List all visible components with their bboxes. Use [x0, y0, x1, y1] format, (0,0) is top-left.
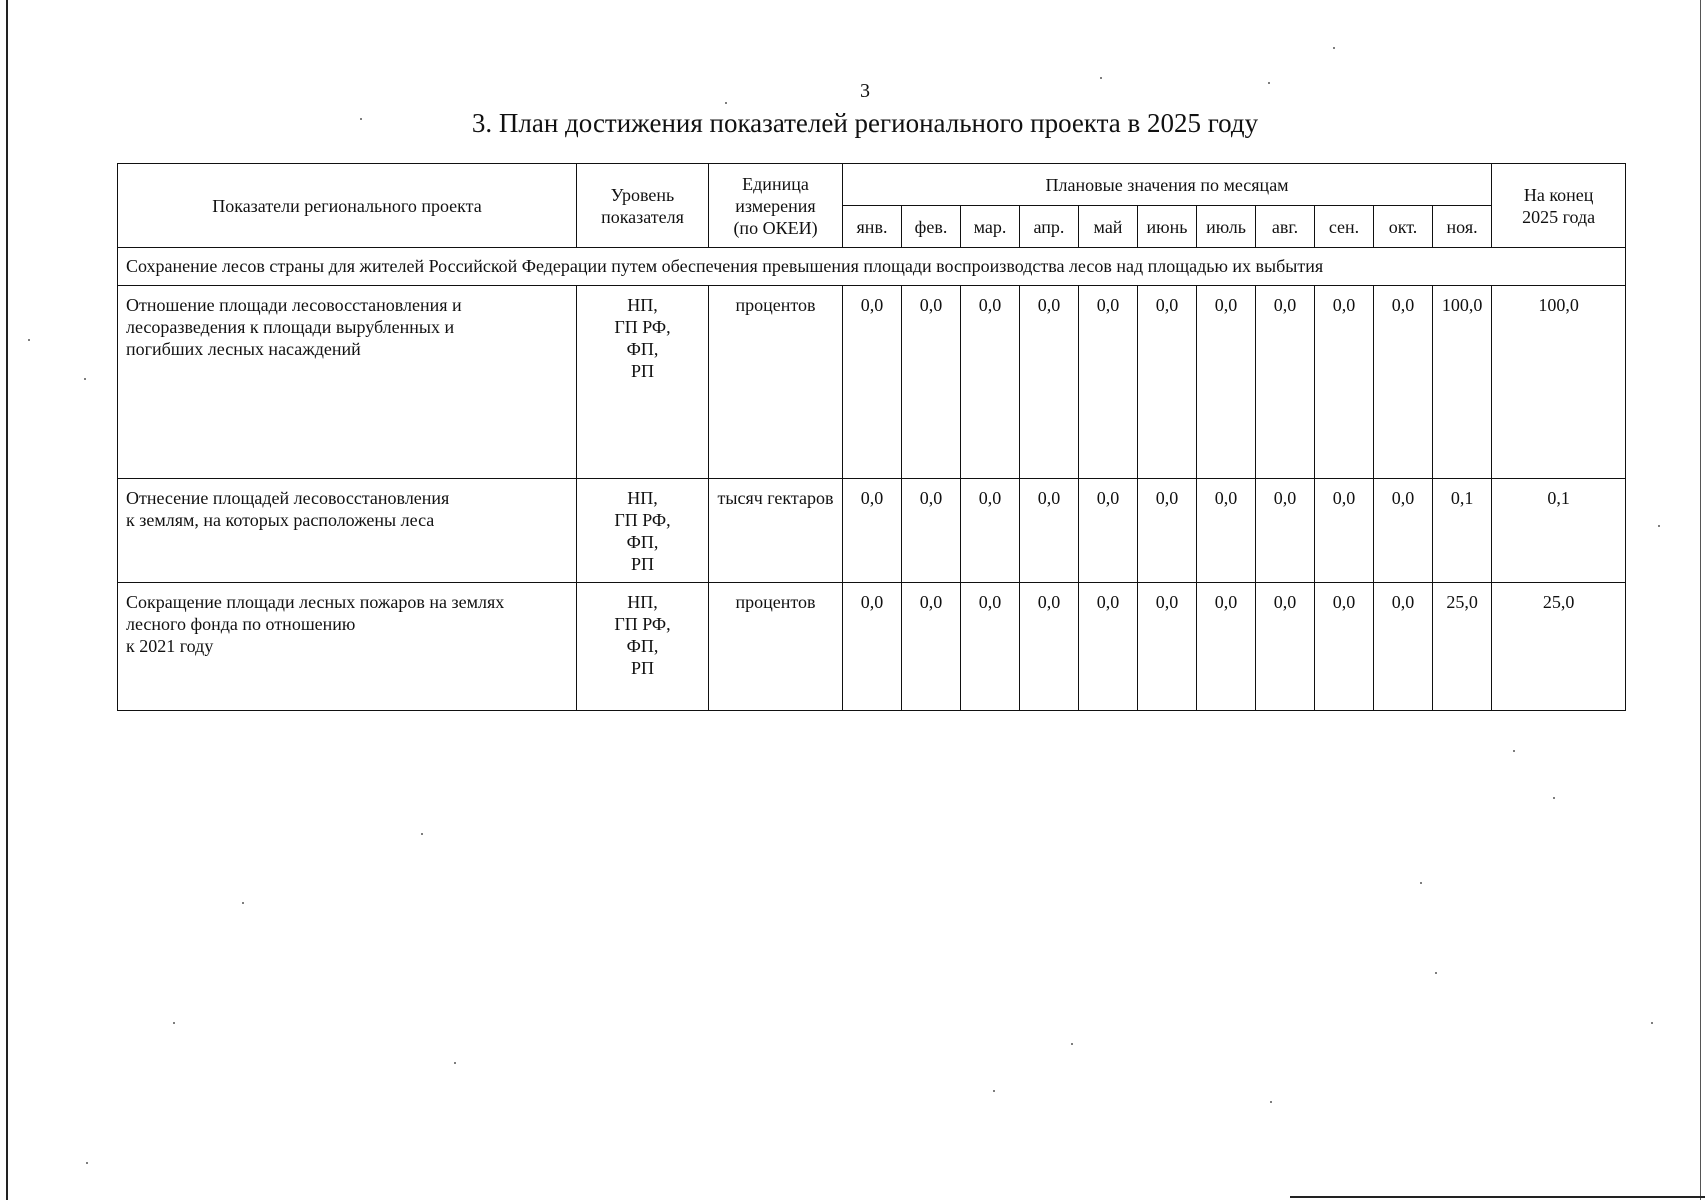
indicator-name	[118, 479, 577, 583]
scan-speck	[1268, 82, 1270, 84]
indicator-name-line: к землям, на которых расположены леса	[126, 510, 435, 530]
header-unit-line: Единица	[742, 173, 809, 194]
month-value: 0,0	[1197, 286, 1256, 479]
month-value: 100,0	[1433, 286, 1492, 479]
month-value: 0,0	[902, 479, 961, 583]
header-level-line: Уровень	[610, 184, 675, 205]
month-value: 0,0	[843, 286, 902, 479]
scan-speck	[1071, 1043, 1073, 1045]
indicator-name-line: лесоразведения к площади вырубленных и	[126, 317, 455, 337]
month-value: 0,0	[1374, 479, 1433, 583]
header-month: окт.	[1374, 206, 1433, 248]
header-unit-line: измерения	[735, 195, 816, 216]
level-line: НП,	[627, 592, 658, 612]
month-value: 0,0	[1079, 583, 1138, 711]
level-line: ГП РФ,	[614, 317, 671, 337]
scan-speck	[1420, 882, 1422, 884]
month-value: 0,0	[1197, 583, 1256, 711]
indicator-name-line: лесного фонда по отношению	[126, 614, 356, 634]
scan-speck	[1553, 797, 1555, 799]
indicator-name-line: Отношение площади лесовосстановления и	[126, 295, 462, 315]
month-value: 0,0	[1020, 479, 1079, 583]
header-month: июль	[1197, 206, 1256, 248]
header-level-line: показателя	[601, 206, 684, 227]
scan-speck	[1658, 525, 1660, 527]
section-title: Сохранение лесов страны для жителей Российской Федерации путем обеспечения превышения площади воспроизводства лесов над площадью их выбытия	[118, 248, 1626, 286]
header-month: мар.	[961, 206, 1020, 248]
scan-speck	[1333, 47, 1335, 49]
month-value: 0,0	[1138, 479, 1197, 583]
indicator-name	[118, 286, 577, 479]
month-value: 0,0	[961, 583, 1020, 711]
month-value: 0,0	[1315, 286, 1374, 479]
month-value: 0,0	[1079, 286, 1138, 479]
scan-speck	[1270, 1101, 1272, 1103]
month-value: 0,0	[1374, 583, 1433, 711]
indicators-plan-table	[117, 163, 1626, 711]
page-title: 3. План достижения показателей регионального проекта в 2025 году	[471, 108, 1259, 138]
year-end-value: 100,0	[1492, 286, 1626, 479]
month-value: 0,0	[843, 479, 902, 583]
header-month: сен.	[1315, 206, 1374, 248]
level-line: ФП,	[626, 636, 659, 656]
month-value: 0,0	[1315, 583, 1374, 711]
indicator-name-line: к 2021 году	[126, 636, 214, 656]
month-value: 0,0	[1197, 479, 1256, 583]
month-value: 0,0	[902, 286, 961, 479]
month-value: 0,0	[1138, 583, 1197, 711]
month-value: 0,0	[1374, 286, 1433, 479]
month-value: 0,0	[1020, 286, 1079, 479]
table-row	[118, 286, 1626, 479]
level-line: НП,	[627, 295, 658, 315]
month-value: 0,1	[1433, 479, 1492, 583]
scan-speck	[1651, 1022, 1653, 1024]
indicator-name-line: Отнесение площадей лесовосстановления	[126, 488, 450, 508]
month-value: 25,0	[1433, 583, 1492, 711]
month-value: 0,0	[961, 286, 1020, 479]
indicator-level	[577, 286, 709, 479]
scan-speck	[173, 1022, 175, 1024]
year-end-value: 0,1	[1492, 479, 1626, 583]
month-value: 0,0	[1256, 479, 1315, 583]
header-month: янв.	[843, 206, 902, 248]
month-value: 0,0	[1315, 479, 1374, 583]
table-row	[118, 583, 1626, 711]
indicator-level	[577, 479, 709, 583]
header-total-line: 2025 года	[1522, 206, 1596, 227]
indicator-unit: процентов	[709, 583, 843, 711]
header-month: фев.	[902, 206, 961, 248]
indicator-level	[577, 583, 709, 711]
header-month: ноя.	[1433, 206, 1492, 248]
indicator-name-line: погибших лесных насаждений	[126, 339, 361, 359]
header-total	[1492, 164, 1626, 248]
scan-speck	[725, 102, 727, 104]
level-line: ГП РФ,	[614, 614, 671, 634]
indicator-name-line: Сокращение площади лесных пожаров на землях	[126, 592, 505, 612]
table-row	[118, 479, 1626, 583]
scan-edge-bottom	[1290, 1196, 1705, 1198]
month-value: 0,0	[1256, 583, 1315, 711]
header-total-line: На конец	[1523, 184, 1594, 205]
header-month: авг.	[1256, 206, 1315, 248]
scan-speck	[993, 1090, 995, 1092]
indicator-unit: процентов	[709, 286, 843, 479]
indicator-unit: тысяч гектаров	[709, 479, 843, 583]
header-month: май	[1079, 206, 1138, 248]
indicator-name	[118, 583, 577, 711]
month-value: 0,0	[1256, 286, 1315, 479]
scan-speck	[242, 902, 244, 904]
header-unit-line: (по ОКЕИ)	[733, 217, 818, 238]
scan-speck	[360, 118, 362, 120]
scan-speck	[86, 1162, 88, 1164]
scan-speck	[1435, 972, 1437, 974]
level-line: ФП,	[626, 339, 659, 359]
level-line: ГП РФ,	[614, 510, 671, 530]
scan-speck	[421, 833, 423, 835]
header-level	[577, 164, 709, 248]
level-line: РП	[630, 554, 654, 574]
header-indicator: Показатели регионального проекта	[118, 164, 577, 248]
month-value: 0,0	[1079, 479, 1138, 583]
year-end-value: 25,0	[1492, 583, 1626, 711]
month-value: 0,0	[961, 479, 1020, 583]
level-line: РП	[630, 361, 654, 381]
scan-speck	[1100, 77, 1102, 79]
month-value: 0,0	[1020, 583, 1079, 711]
scan-speck	[454, 1062, 456, 1064]
scan-edge-right	[1700, 0, 1701, 1200]
header-month: апр.	[1020, 206, 1079, 248]
month-value: 0,0	[902, 583, 961, 711]
month-value: 0,0	[1138, 286, 1197, 479]
level-line: РП	[630, 658, 654, 678]
scan-speck	[28, 339, 30, 341]
scan-edge-left	[6, 0, 8, 1200]
month-value: 0,0	[843, 583, 902, 711]
header-unit	[709, 164, 843, 248]
level-line: ФП,	[626, 532, 659, 552]
page-number: 3	[860, 80, 870, 102]
header-month: июнь	[1138, 206, 1197, 248]
scan-speck	[84, 378, 86, 380]
level-line: НП,	[627, 488, 658, 508]
header-monthly-group: Плановые значения по месяцам	[843, 164, 1492, 206]
scan-speck	[1513, 750, 1515, 752]
